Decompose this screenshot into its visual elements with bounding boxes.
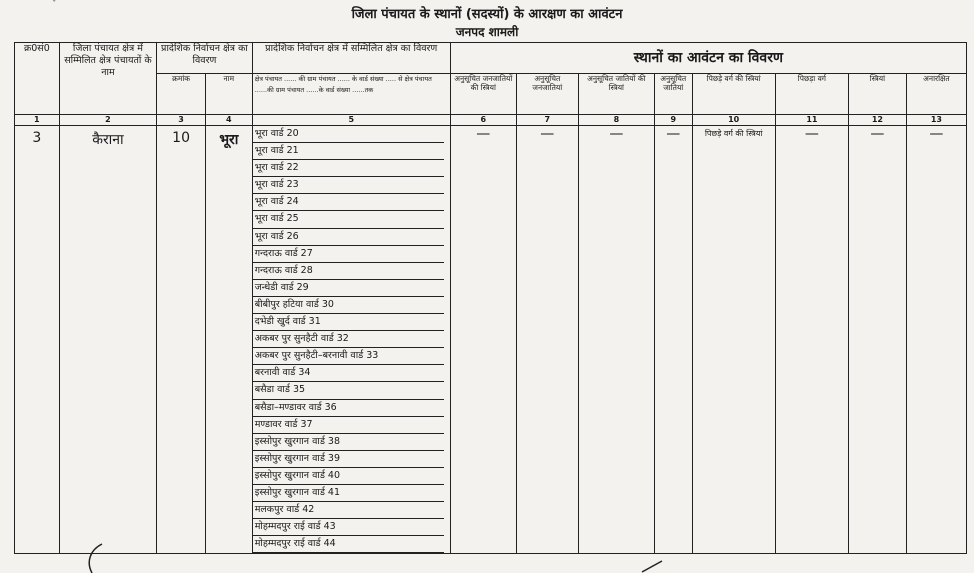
column-number: 12	[848, 115, 906, 126]
column-number: 7	[516, 115, 578, 126]
ward-item: बसैडा–मण्डावर वार्ड 36	[253, 400, 444, 417]
column-number: 6	[450, 115, 516, 126]
header-allocation-details: स्थानों का आवंटन का विवरण	[450, 43, 966, 74]
header-serial: क्र0सं0	[15, 43, 60, 115]
ward-item: भूरा वार्ड 22	[253, 160, 444, 177]
subheader-obc-women: पिछड़े वर्ग की स्त्रियां	[692, 74, 775, 115]
column-number: 1	[15, 115, 60, 126]
column-number: 8	[578, 115, 654, 126]
cell-constituency-number: 10	[157, 126, 206, 554]
subheader-sc: अनुसूचित जातियां	[654, 74, 692, 115]
column-number: 4	[205, 115, 252, 126]
ward-item: इस्सोपुर खुरगान वार्ड 38	[253, 434, 444, 451]
cell-sc-women: —	[578, 126, 654, 554]
document-title: जिला पंचायत के स्थानों (सदस्यों) के आरक्षण का आवंटन	[351, 7, 623, 22]
ward-list	[253, 126, 450, 553]
column-number: 13	[906, 115, 966, 126]
subheader-name: नाम	[205, 74, 252, 115]
ward-item: भूरा वार्ड 26	[253, 229, 444, 246]
signature-mark-right	[640, 558, 670, 573]
ward-item: बरनावी वार्ड 34	[253, 365, 444, 382]
ward-item: गन्दराऊ वार्ड 27	[253, 246, 444, 263]
ward-item: भूरा वार्ड 20	[253, 126, 444, 143]
header-territorial-constituency: प्रादेशिक निर्वाचन क्षेत्र का विवरण	[157, 43, 252, 74]
ward-item: भूरा वार्ड 23	[253, 177, 444, 194]
subheader-obc: पिछड़ा वर्ग	[775, 74, 848, 115]
ward-item: बसैडा वार्ड 35	[253, 382, 444, 399]
cell-unreserved: —	[906, 126, 966, 554]
header-included-area: प्रादेशिक निर्वाचन क्षेत्र में सम्मिलित क्षेत्र का विवरण	[252, 43, 450, 74]
reservation-table	[14, 42, 967, 554]
cell-serial: 3	[15, 126, 60, 554]
subheader-sc-women: अनुसूचित जातियों की स्त्रियां	[578, 74, 654, 115]
cell-ward-list	[252, 126, 450, 554]
subheader-area-desc: क्षेत्र पंचायत ...... की ग्राम पंचायत ...... के वार्ड संख्या ..... से क्षेत्र पंचायत ......की ग्राम पंचायत ......के वार्ड संख्या ......तक	[252, 74, 450, 115]
column-number: 11	[775, 115, 848, 126]
ward-item: जन्धेडी वार्ड 29	[253, 280, 444, 297]
column-number: 10	[692, 115, 775, 126]
column-number: 3	[157, 115, 206, 126]
subheader-st-women: अनुसूचित जनजातियों की स्त्रियां	[450, 74, 516, 115]
ward-item: भूरा वार्ड 21	[253, 143, 444, 160]
column-number: 9	[654, 115, 692, 126]
cell-women: —	[848, 126, 906, 554]
cell-obc: —	[775, 126, 848, 554]
cell-sc: —	[654, 126, 692, 554]
ward-item: दभेडी खुर्द वार्ड 31	[253, 314, 444, 331]
ward-item: बीबीपुर हटिया वार्ड 30	[253, 297, 444, 314]
ward-item: भूरा वार्ड 24	[253, 194, 444, 211]
ward-item: इस्सोपुर खुरगान वार्ड 40	[253, 468, 444, 485]
ward-item: अकबर पुर सुनहैटी–बरनावी वार्ड 33	[253, 348, 444, 365]
table-row	[15, 126, 967, 554]
ward-item: मलकपुर वार्ड 42	[253, 502, 444, 519]
ward-item: मोहम्मदपुर राई वार्ड 44	[253, 536, 444, 553]
cell-panchayat: कैराना	[59, 126, 157, 554]
column-number: 5	[252, 115, 450, 126]
document-subtitle: जनपद शामली	[455, 25, 519, 39]
header-panchayat-name: जिला पंचायत क्षेत्र में सम्मिलित क्षेत्र पंचायतों के नाम	[59, 43, 157, 115]
ward-item: इस्सोपुर खुरगान वार्ड 39	[253, 451, 444, 468]
ward-item: इस्सोपुर खुरगान वार्ड 41	[253, 485, 444, 502]
subheader-number: क्रमांक	[157, 74, 206, 115]
ward-item: अकबर पुर सुनहैटी वार्ड 32	[253, 331, 444, 348]
cell-constituency-name: भूरा	[205, 126, 252, 554]
cell-st: —	[516, 126, 578, 554]
ward-item: भूरा वार्ड 25	[253, 211, 444, 228]
cell-obc-women: पिछड़े वर्ग की स्त्रियां	[692, 126, 775, 554]
column-number-row	[15, 115, 967, 126]
subheader-women: स्त्रियां	[848, 74, 906, 115]
subheader-unreserved: अनारक्षित	[906, 74, 966, 115]
subheader-st: अनुसूचित जनजातियां	[516, 74, 578, 115]
ward-item: मोहम्मदपुर राई वार्ड 43	[253, 519, 444, 536]
ward-item: मण्डावर वार्ड 37	[253, 417, 444, 434]
column-number: 2	[59, 115, 157, 126]
ward-item: गन्दराऊ वार्ड 28	[253, 263, 444, 280]
cell-st-women: —	[450, 126, 516, 554]
corner-mark: ˇ	[52, 0, 57, 10]
